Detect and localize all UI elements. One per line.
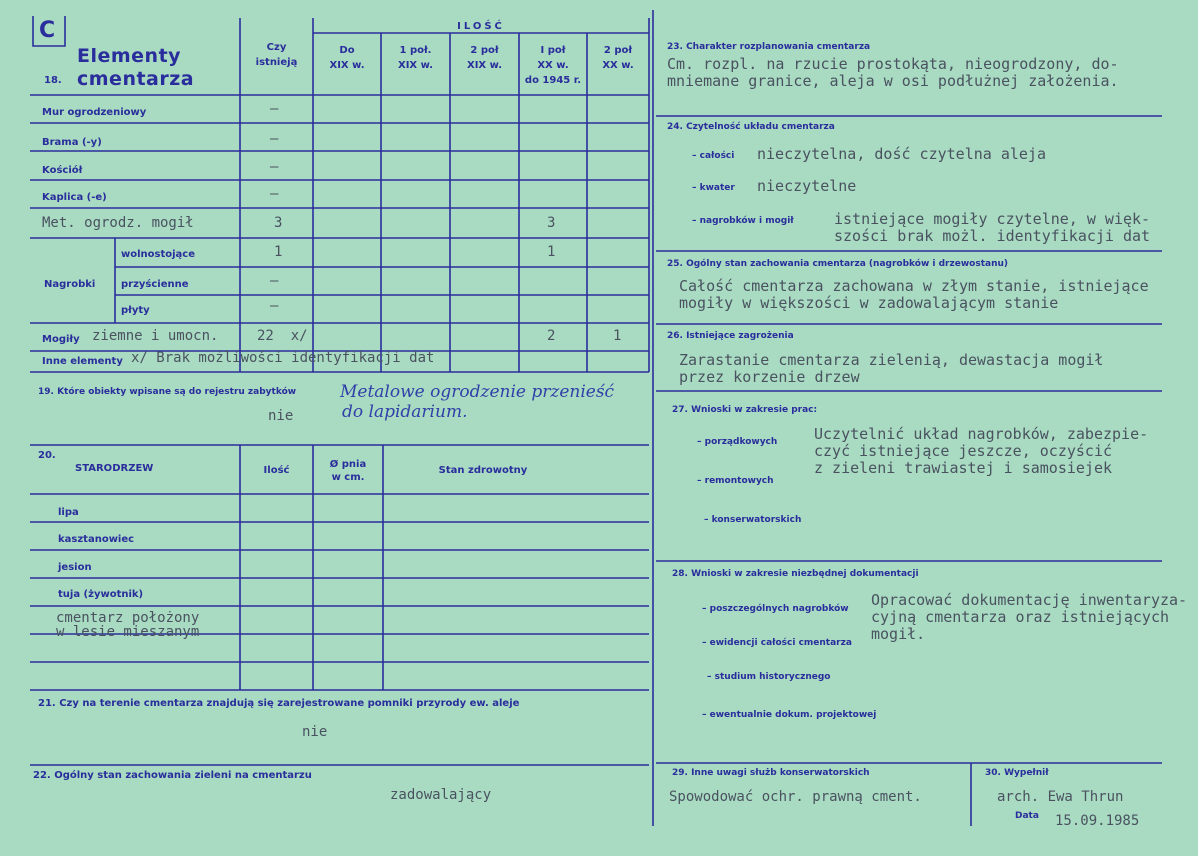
row-met-label: Met. ogrodz. mogił: [42, 215, 194, 231]
sec19-label: 19. Które obiekty wpisane są do rejestru zabytków: [38, 387, 297, 397]
sec24-nagrobkow-label: – nagrobków i mogił: [692, 216, 794, 226]
row-inne-typed: x/ Brak możliwości identyfikacji dat: [131, 350, 435, 366]
sec21-label: 21. Czy na terenie cmentarza znajdują się zarejestrowane pomniki przyrody ew. aleje: [38, 698, 520, 709]
sec30-date-label: Data: [1015, 811, 1039, 821]
row-wolno-xx1: 1: [547, 244, 556, 260]
sec22-value: zadowalający: [390, 787, 492, 803]
card-letter: C: [39, 18, 56, 43]
row-wolno-czy: 1: [274, 244, 283, 260]
sec20-title: STARODRZEW: [75, 463, 154, 474]
sec20-col-pnia: Ø pnia w cm.: [329, 459, 367, 483]
row-mogily-typed: ziemne i umocn.: [92, 328, 219, 344]
sec19-handwritten-line1: Metalowe ogrodzenie przenieść: [340, 382, 615, 402]
sec27-text: Uczytelnić układ nagrobków, zabezpie- czyć istniejące jeszcze, oczyścić z zieleni trawiastej i samosiejek: [814, 425, 1149, 477]
sec20-number: 20.: [38, 450, 56, 461]
tree-tuja: tuja (żywotnik): [58, 589, 144, 600]
row-met-xx1: 3: [547, 215, 556, 231]
sec24-calosci-label: – całości: [692, 151, 735, 161]
sec27-porzadkowych: – porządkowych: [697, 437, 778, 447]
sec25-label: 25. Ogólny stan zachowania cmentarza (nagrobków i drzewostanu): [667, 259, 1008, 269]
sec28-nagrobkow: – poszczególnych nagrobków: [702, 604, 849, 614]
sec23-label: 23. Charakter rozplanowania cmentarza: [667, 42, 871, 52]
sec24-kwater-value: nieczytelne: [757, 177, 857, 195]
sec30-label: 30. Wypełnił: [985, 768, 1049, 778]
row-przy-czy: –: [270, 273, 279, 289]
col-header-ilosc: ILOŚĆ: [457, 21, 505, 32]
row-label-mogily: Mogiły: [42, 334, 80, 345]
sec30-name: arch. Ewa Thrun: [997, 789, 1124, 805]
col-header-do-xix: Do XIX w.: [329, 45, 365, 71]
row-label-mur: Mur ogrodzeniowy: [42, 107, 147, 118]
sec27-label: 27. Wnioski w zakresie prac:: [672, 405, 818, 415]
sec22-label: 22. Ogólny stan zachowania zieleni na cmentarzu: [33, 770, 312, 781]
row-label-nagrobki: Nagrobki: [44, 279, 96, 290]
row-mogily-czy: 22 x/: [257, 328, 308, 344]
sec24-calosci-value: nieczytelna, dość czytelna aleja: [757, 145, 1046, 163]
row-label-kaplica: Kaplica (-e): [42, 192, 107, 203]
sec24-nagrobkow-value: istniejące mogiły czytelne, w więk- szości brak możl. identyfikacji dat: [834, 210, 1151, 245]
row-plyty-czy: –: [270, 298, 279, 314]
sec20-note-line1: cmentarz położony: [56, 610, 200, 626]
sec28-label: 28. Wnioski w zakresie niezbędnej dokumentacji: [672, 569, 919, 579]
sec23-text: Cm. rozpl. na rzucie prostokąta, nieogrodzony, do- mniemane granice, aleja w osi podłużnej założenia.: [667, 55, 1119, 90]
row-met-czy: 3: [274, 215, 283, 231]
col-header-2pol-xx: 2 poł XX w.: [602, 45, 634, 71]
sec20-col-stan: Stan zdrowotny: [438, 465, 528, 476]
sec28-studium: – studium historycznego: [707, 672, 831, 682]
row-label-przyscienne: przyścienne: [121, 279, 189, 290]
col-header-2pol-xix: 2 poł XIX w.: [466, 45, 503, 71]
row-mur-czy: –: [270, 101, 279, 117]
tree-lipa: lipa: [58, 507, 79, 518]
row-brama-czy: –: [270, 131, 279, 147]
col-header-czy: Czy istnieją: [255, 42, 298, 68]
sec20-col-ilosc: Ilość: [263, 465, 290, 476]
row-mogily-xx2: 1: [613, 328, 622, 344]
sec18-number: 18.: [44, 75, 62, 86]
sec28-ewidencji: – ewidencji całości cmentarza: [702, 638, 852, 648]
sec27-konserwatorskich: – konserwatorskich: [704, 515, 802, 525]
row-label-kosciol: Kościół: [42, 165, 83, 176]
row-label-brama: Brama (-y): [42, 137, 102, 148]
row-kaplica-czy: –: [270, 186, 279, 202]
sec19-value: nie: [268, 408, 294, 424]
sec25-text: Całość cmentarza zachowana w złym stanie, istniejące mogiły w większości w zadowalającym stanie: [679, 277, 1149, 312]
sec24-kwater-label: – kwater: [692, 183, 735, 193]
sec28-text: Opracować dokumentację inwentaryza- cyjną cmentarza oraz istniejących mogił.: [871, 591, 1188, 643]
sec27-remontowych: – remontowych: [697, 476, 774, 486]
tree-jesion: jesion: [58, 562, 92, 573]
col-header-1pol-xx: I poł XX w. do 1945 r.: [524, 45, 582, 86]
sec21-value: nie: [302, 724, 328, 740]
sec29-label: 29. Inne uwagi służb konserwatorskich: [672, 768, 870, 778]
sec18-title-line2: cmentarza: [77, 68, 195, 90]
sec26-label: 26. Istniejące zagrożenia: [667, 331, 794, 341]
sec26-text: Zarastanie cmentarza zielenią, dewastacja mogił przez korzenie drzew: [679, 351, 1104, 386]
col-header-1pol-xix: 1 poł. XIX w.: [397, 45, 434, 71]
sec19-handwritten-line2: do lapidarium.: [342, 402, 468, 422]
row-mogily-xx1: 2: [547, 328, 556, 344]
sec30-date: 15.09.1985: [1055, 813, 1140, 829]
sec20-note-line2: w lesie mieszanym: [56, 624, 200, 640]
row-label-plyty: płyty: [121, 305, 150, 316]
row-label-wolnostojace: wolnostojące: [121, 249, 196, 260]
tree-kasztanowiec: kasztanowiec: [58, 534, 135, 545]
row-label-inne: Inne elementy: [42, 356, 123, 367]
sec18-title-line1: Elementy: [77, 45, 182, 67]
sec24-label: 24. Czytelność układu cmentarza: [667, 122, 835, 132]
sec28-ewentualnie: – ewentualnie dokum. projektowej: [702, 710, 877, 720]
sec29-text: Spowodować ochr. prawną cment.: [669, 789, 922, 805]
row-kosciol-czy: –: [270, 159, 279, 175]
